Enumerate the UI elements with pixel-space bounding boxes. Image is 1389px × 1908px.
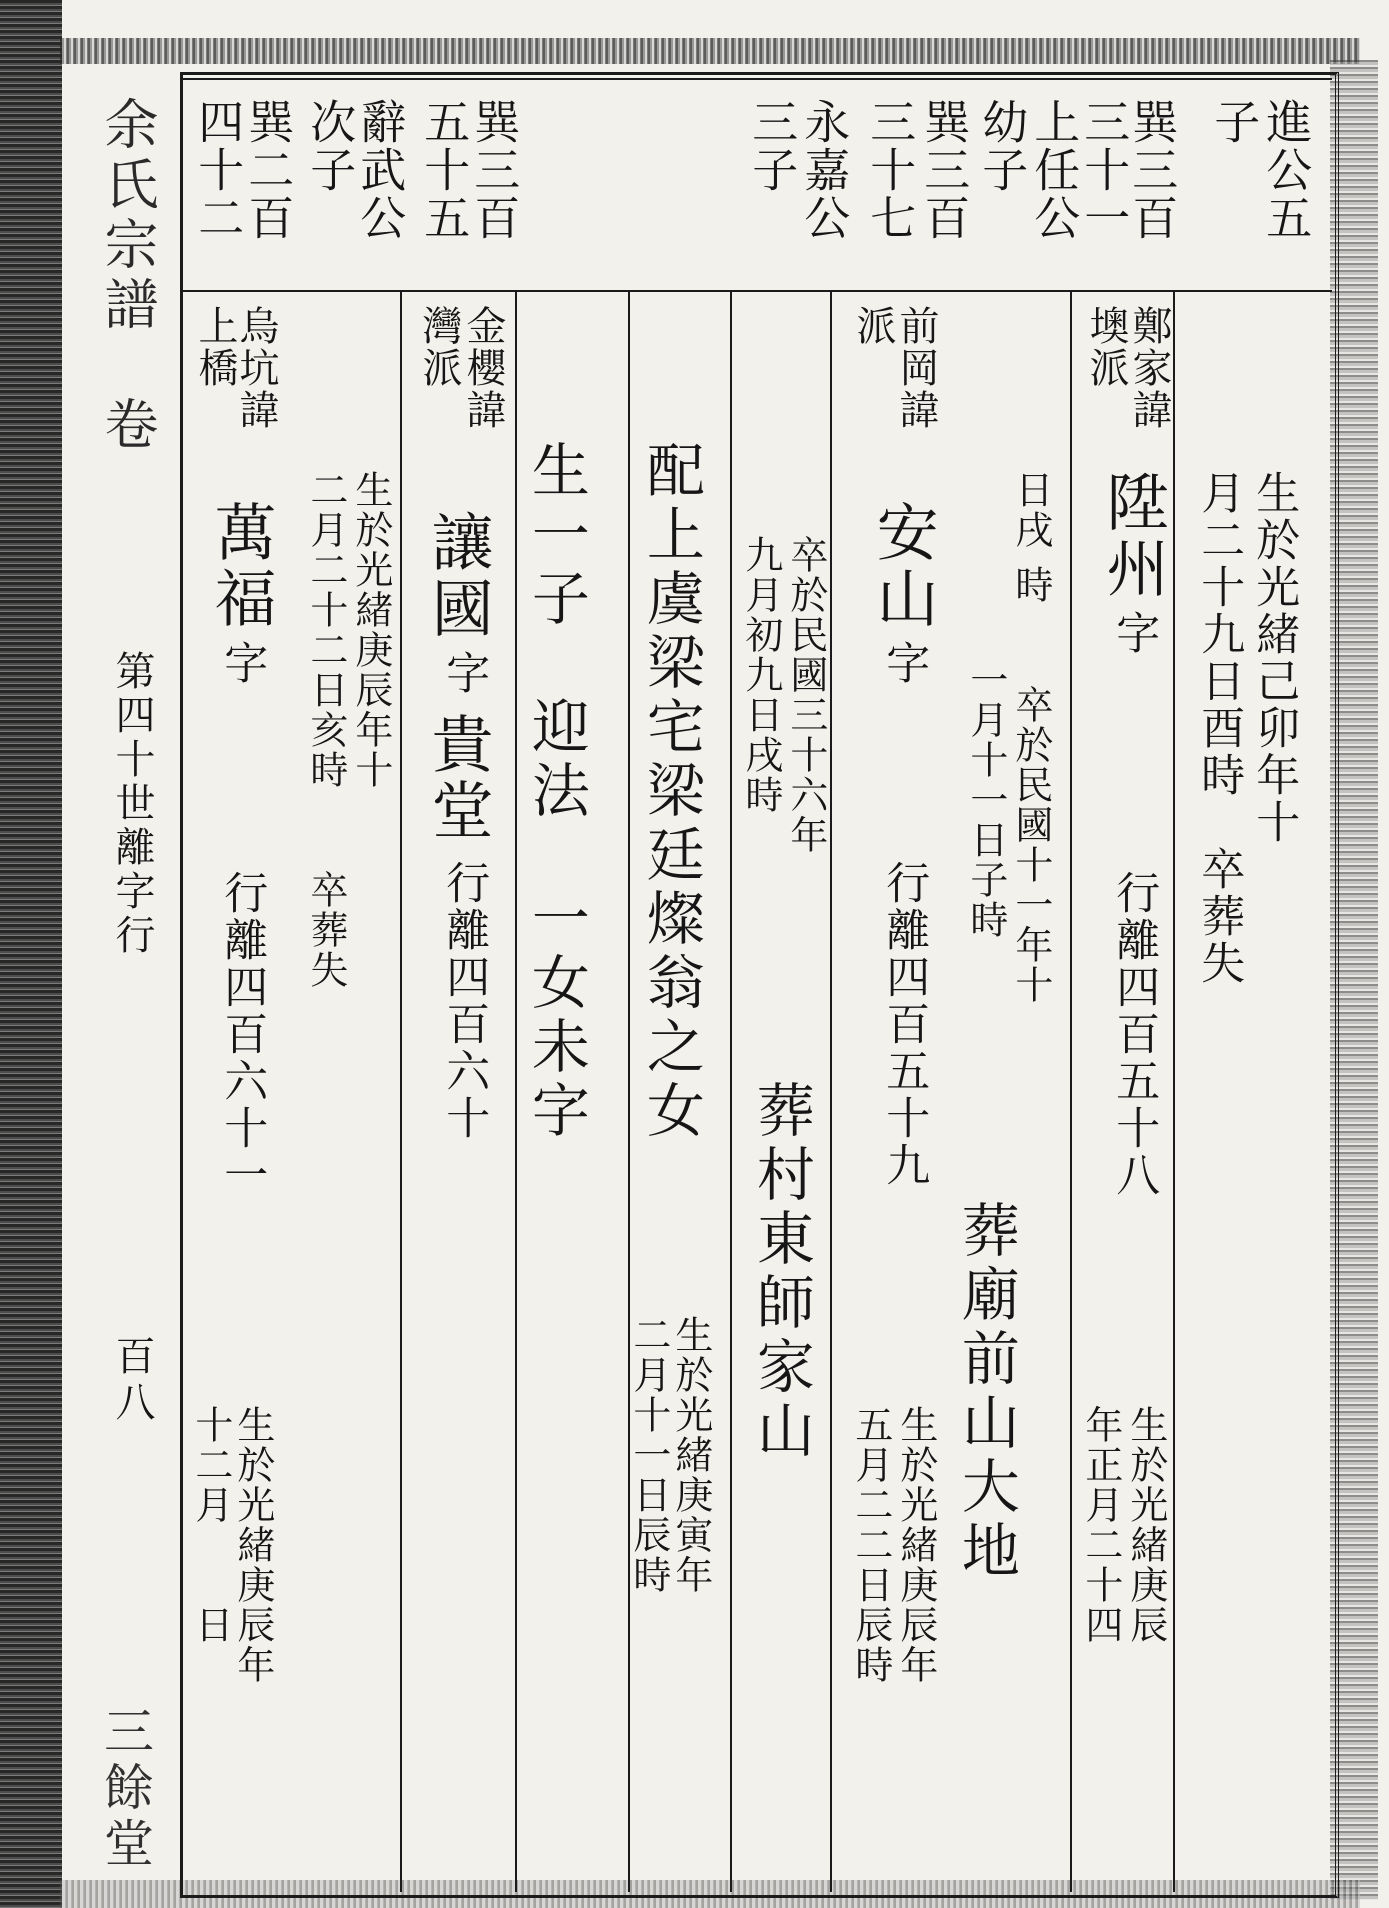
father-ref-col2: 三十一	[1077, 98, 1132, 242]
birth-text: 生於光緒庚辰年	[230, 1405, 275, 1685]
rank-text: 行離四百五十九	[878, 860, 930, 1189]
branch-header: 烏坑諱	[233, 305, 279, 431]
children-text: 生一子 迎法 一女未字	[521, 440, 590, 1144]
hall-name: 三餘堂	[96, 1705, 154, 1873]
rank-text: 行離四百五十八	[1108, 870, 1160, 1199]
top-double-rule	[180, 78, 1332, 80]
rank-text: 行離四百六十一	[216, 870, 268, 1199]
register-divider	[180, 290, 1332, 292]
father-ref-col2: 四十二	[191, 98, 246, 242]
scan-noise-top	[60, 38, 1360, 64]
person-name: 陞州	[1096, 470, 1170, 602]
entry-line: 月二十九日酉時 卒葬失	[1193, 470, 1245, 987]
binding-edge	[0, 0, 62, 1908]
birth-text: 年正月二十四	[1078, 1405, 1123, 1645]
column-rule	[515, 292, 517, 1892]
entry-line: 時 卒於民國十一年十	[1008, 565, 1053, 1005]
branch-header: 上橋	[192, 305, 238, 389]
generation-heading: 第四十世離字行	[109, 650, 155, 958]
column-rule	[830, 292, 832, 1892]
branch-header: 金櫻諱	[460, 305, 506, 431]
burial-text: 葬村東師家山	[746, 1080, 815, 1464]
birth-text: 生於光緒庚辰	[1123, 1405, 1168, 1645]
courtesy-marker: 字	[216, 640, 268, 687]
style-name: 貴堂	[421, 712, 495, 844]
entry-line: 九月初九日戌時	[738, 535, 783, 815]
column-rule	[730, 292, 732, 1892]
father-ref-col1: 上任公	[1027, 98, 1082, 242]
burial-text: 葬廟前山大地	[951, 1200, 1020, 1584]
courtesy-marker: 字	[438, 650, 490, 697]
spouse-text: 配上虞梁宅梁廷燦翁之女	[636, 440, 705, 1144]
entry-line: 卒於民國三十六年	[783, 535, 828, 855]
father-ref-col1: 巽二百	[241, 98, 296, 242]
courtesy-marker: 字	[878, 640, 930, 687]
rank-text: 行離四百六十	[438, 860, 490, 1142]
branch-header: 鄭家諱	[1126, 305, 1172, 431]
column-rule	[628, 292, 630, 1892]
entry-line: 一月十一日子時	[963, 660, 1008, 940]
father-ref-col2: 三子	[745, 98, 800, 194]
father-ref-col2: 三十七	[863, 98, 918, 242]
column-rule	[1070, 292, 1072, 1892]
person-name: 讓國	[421, 510, 495, 642]
birth-text: 生於光緒庚寅年	[668, 1315, 713, 1595]
father-ref-col1: 巽三百	[917, 98, 972, 242]
entry-line: 二月二十二日亥時 卒葬失	[303, 470, 348, 990]
father-ref-col1: 進公五	[1259, 98, 1314, 242]
father-ref-col1: 辭武公	[353, 98, 408, 242]
father-ref-col2: 次子	[303, 98, 358, 194]
column-rule	[1173, 292, 1175, 1892]
father-ref-col2: 五十五	[417, 98, 472, 242]
branch-header: 派	[850, 305, 896, 347]
person-name: 安山	[866, 500, 940, 632]
column-rule	[400, 292, 402, 1892]
book-title: 余氏宗譜 卷	[96, 96, 159, 456]
father-ref-col1: 永嘉公	[797, 98, 852, 242]
father-ref-col1: 巽三百	[1125, 98, 1180, 242]
person-name: 萬福	[204, 500, 278, 632]
page-number: 百八	[109, 1335, 155, 1427]
branch-header: 墺派	[1083, 305, 1129, 389]
branch-header: 灣派	[416, 305, 462, 389]
birth-text: 生於光緒庚辰年	[893, 1405, 938, 1685]
entry-line: 日戌	[1008, 470, 1053, 550]
birth-text: 十二月 日	[188, 1405, 233, 1645]
father-ref-col2: 子	[1207, 98, 1262, 146]
entry-line: 生於光緒己卯年十	[1248, 470, 1300, 846]
father-ref-col2: 幼子	[975, 98, 1030, 194]
entry-line: 生於光緒庚辰年十	[348, 470, 393, 790]
father-ref-col1: 巽三百	[467, 98, 522, 242]
branch-header: 前岡諱	[893, 305, 939, 431]
birth-text: 五月二二日辰時	[848, 1405, 893, 1685]
courtesy-marker: 字	[1108, 610, 1160, 657]
birth-text: 二月十一日辰時	[626, 1315, 671, 1595]
